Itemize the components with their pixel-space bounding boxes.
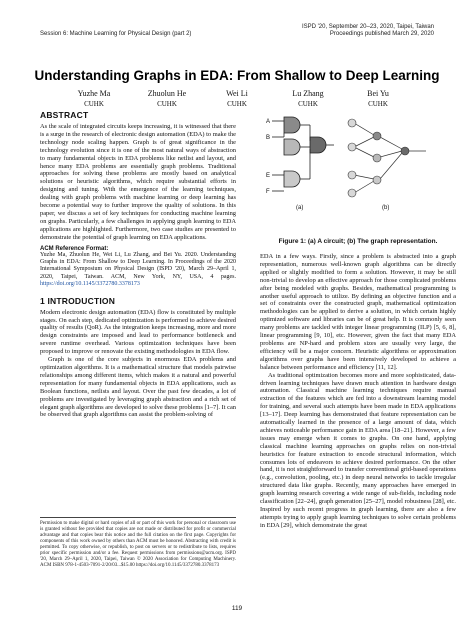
page-number: 119 xyxy=(231,605,243,612)
author-block xyxy=(54,89,134,109)
graph-diagram xyxy=(348,119,426,197)
running-header-conference: ISPD '20, September 20–23, 2020, Taipei, Taiwan xyxy=(301,24,434,30)
graph-node-f xyxy=(348,189,356,197)
input-label-f: F xyxy=(266,189,270,195)
circuit-diagram xyxy=(266,117,334,195)
reference-format-label: ACM Reference Format: xyxy=(40,245,109,252)
graph-node-g xyxy=(373,176,381,184)
author-affiliation: CUHK xyxy=(368,100,388,108)
and-gate-out xyxy=(310,137,326,153)
and-gate-c xyxy=(284,117,300,133)
author-affiliation: CUHK xyxy=(157,100,177,108)
and-gate-d xyxy=(284,139,300,155)
input-label-b: B xyxy=(266,135,271,141)
author-name: Lu Zhang xyxy=(292,89,324,98)
subfigure-label-a: (a) xyxy=(296,205,304,211)
input-label-e: E xyxy=(266,173,271,179)
graph-node-out xyxy=(401,147,409,155)
graph-node-a xyxy=(348,119,356,127)
copyright-footnote xyxy=(40,517,236,569)
left-column xyxy=(40,110,236,419)
right-paragraph-2: As traditional optimization becomes more and more sophisticated, data-driven learning techniques have drawn much attention in hardware design automation. Classical machine learning techniques require manual extraction of the features which are fed into a downstream learning model for training, and several such attempts have been made in EDA applications [13–17]. Deep learning has demonstrated that feature representation can be automatically learned in the presence of a large amount of data, which achieves noticeable performance gain in EDA area [18–21]. However, a few issues may emerge when it comes to graphs. On one hand, applying classical machine learning approaches on graphs relies on non-trivial heuristics for feature extraction to encode structural information, which consumes lots of endeavors to achieve desired performance. On the other hand, it is not straightforward to transfer conventional grid-based operations (e.g., convolution, pooling, etc.) in deep neural networks to tackle irregular structured data like graphs. Recently, many approaches have emerged in graph learning research covering a wide range of sub-fields, including node classification [22–24], graph generation [25–27], model robustness [28], etc. Inspired by such recent progress in graph learning, there are also a few attempts trying to apply graph learning techniques to solve certain problems in EDA [29], which demonstrate the great xyxy=(260,371,456,529)
figure-caption: Figure 1: (a) A circuit; (b) The graph representation. xyxy=(278,238,438,245)
author-name: Zhuolun He xyxy=(147,89,187,98)
input-label-a: A xyxy=(266,119,271,125)
and-gate-g xyxy=(284,171,300,187)
author-affiliation: CUHK xyxy=(298,100,318,108)
author-name: Yuzhe Ma xyxy=(77,89,111,98)
graph-node-e xyxy=(348,171,356,179)
author-name: Bei Yu xyxy=(367,89,389,98)
intro-paragraph-1: Modern electronic design automation (EDA) flow is constituted by multiple stages. On each step, dedicated optimization is performed to achieve desired quality of results (QoR). As the integration keeps increasing, more and more design constraints are imposed and lead to performance bottleneck and severe runtime overhead. Various optimization techniques have been proposed to improve or renovate the existing methodologies in EDA flow. xyxy=(40,308,236,356)
introduction-heading: 1 INTRODUCTION xyxy=(40,295,116,306)
author-block xyxy=(338,89,418,109)
author-block xyxy=(127,89,207,109)
author-block xyxy=(197,89,277,109)
right-paragraph-1: EDA in a few ways. Firstly, since a problem is abstracted into a graph representation, numerous well-known graph algorithms can be directly applied or slightly modified to form a solution. However, it may be still non-trivial to develop an effective approach for those complicated problems after being modeled with graphs. Besides, mathematical programming is another useful approach to utilize. By defining an objective function and a set of constraints over the constructed graph, mathematical optimization methodologies can be applied to derive a solution, in which certain highly optimized software and libraries can be of great help. It is commonly seen many problems are tackled with integer linear programming (ILP) [5, 6, 8], linear programming [9, 10], etc. However, given the fact that many EDA problems are NP-hard and problem sizes are usually very large, the efficiency will be a major concern. Heuristic algorithms or approximation algorithms over graphs have been intensively developed to achieve a balance between performance and efficiency [11, 12]. xyxy=(260,253,456,371)
graph-node-c xyxy=(373,132,381,140)
author-block xyxy=(268,89,348,109)
author-affiliation: CUHK xyxy=(227,100,247,108)
abstract-text: As the scale of integrated circuits keeps increasing, it is witnessed that there is a surge in the research of electronic design automation (EDA) to make the technology node scaling happen. Graph is of great significance in the technology evolution since it is one of the most natural ways of abstraction to many fundamental objects in EDA problems like netlist and layout, and hence many EDA problems are essentially graph problems. Traditional approaches for solving these problems are mostly based on analytical solutions or heuristic algorithms, which require substantial efforts in designing and tuning. With the emergence of the learning techniques, dealing with graph problems with machine learning or deep learning has become a potential way to further improve the quality of solutions. In this paper, we discuss a set of key techniques for conducting machine learning on graphs. Particularly, a few challenges in applying graph learning to EDA applications are highlighted. Furthermore, two case studies are presented to demonstrate the potential of graph learning on EDA applications. xyxy=(40,123,236,241)
paper-title: Understanding Graphs in EDA: From Shallow to Deep Learning xyxy=(34,68,440,83)
reference-format-text xyxy=(40,252,236,289)
running-header-session: Session 6: Machine Learning for Physical Design (part 2) xyxy=(40,31,192,37)
subfigure-label-b: (b) xyxy=(382,205,390,211)
graph-node-b xyxy=(348,143,356,151)
doi-link[interactable]: https://doi.org/10.1145/3372780.3378173 xyxy=(40,281,140,288)
running-header-proceedings: Proceedings published March 29, 2020 xyxy=(329,31,434,37)
abstract-heading: ABSTRACT xyxy=(40,110,89,120)
footnote-text: Permission to make digital or hard copies of all or part of this work for personal or classroom use is granted without fee provided that copies are not made or distributed for profit or commercial advantage and that copies bear this notice and the full citation on the first page. Copyrights for components of this work owned by others than ACM must be honored. Abstracting with credit is permitted. To copy otherwise, or republish, to post on servers or to redistribute to lists, requires prior specific permission and/or a fee. Request permissions from permissions@acm.org. ISPD '20, March 29–April 1, 2020, Taipei, Taiwan © 2020 Association for Computing Machinery. ACM ISBN 978-1-4503-7091-2/20/03...$15.00 https://doi.org/10.1145/3372780.3378173 xyxy=(40,521,236,568)
graph-node-d xyxy=(373,154,381,162)
reference-citation: Yuzhe Ma, Zhuolun He, Wei Li, Lu Zhang, and Bei Yu. 2020. Understanding Graphs in EDA: From Shallow to Deep Learning. In Proceedings of the 2020 International Symposium on Physical Design (ISPD '20), March 29–April 1, 2020, Taipei, Taiwan. ACM, New York, NY, USA, 4 pages. xyxy=(40,251,236,280)
author-name: Wei Li xyxy=(226,89,248,98)
intro-paragraph-2: Graph is one of the core subjects in enormous EDA problems and optimization algorithms. It is a mathematical structure that models pairwise relationships among different items, which makes it a natural and powerful representation for many fundamental objects in EDA applications, such as Boolean functions, netlists and layout. Over the past few decades, a lot of problems are investigated by leveraging graph abstraction and a rich set of elegant graph algorithms are developed to solve these problems [1–7]. It can be observed that graph algorithms can assist the problem-solving of xyxy=(40,356,236,419)
figure-circuit-graph xyxy=(262,113,436,223)
author-affiliation: CUHK xyxy=(84,100,104,108)
right-column xyxy=(260,253,456,530)
